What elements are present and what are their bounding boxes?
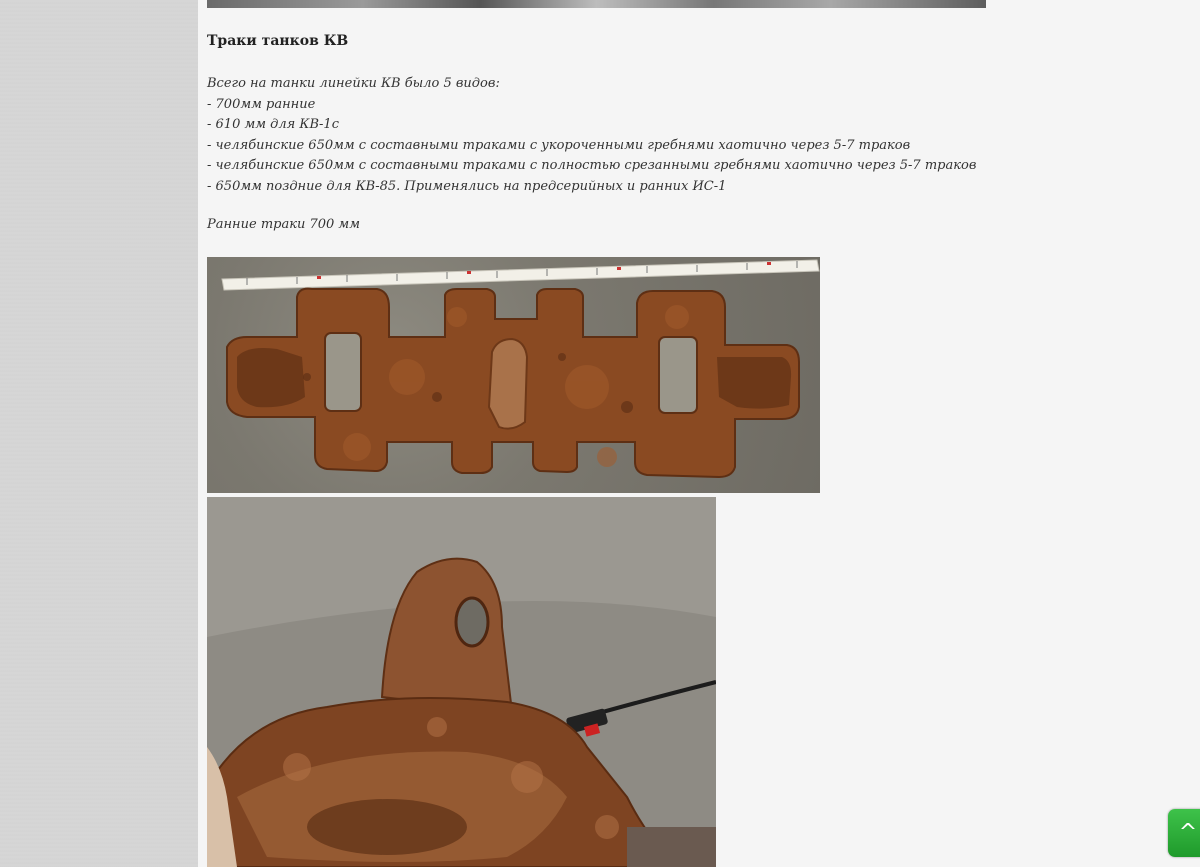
article-content: [198, 0, 1200, 867]
intro-line: - челябинские 650мм с составными траками с укороченными гребнями хаотично через 5-7 траков: [207, 137, 911, 153]
page-background-left: [0, 0, 198, 867]
section-title: Траки танков КВ: [207, 33, 349, 49]
track-link-photo-closeup: [207, 497, 716, 867]
intro-line: - 700мм ранние: [207, 96, 316, 112]
intro-line: - 610 мм для КВ-1с: [207, 117, 339, 132]
scroll-to-top-button[interactable]: [1168, 809, 1200, 857]
intro-text: [207, 74, 976, 197]
track-link-photo-top-view: [207, 257, 820, 493]
previous-image-bottom-edge: [207, 0, 986, 8]
chevron-up-icon: ^: [1178, 820, 1198, 845]
photo-caption: Ранние траки 700 мм: [207, 217, 360, 232]
intro-line: Всего на танки линейки КВ было 5 видов:: [207, 76, 500, 91]
intro-line: - челябинские 650мм с составными траками с полностью срезанными гребнями хаотично через 5-7 траков: [207, 158, 977, 173]
intro-line: - 650мм поздние для КВ-85. Применялись на предсерийных и ранних ИС-1: [207, 178, 727, 194]
